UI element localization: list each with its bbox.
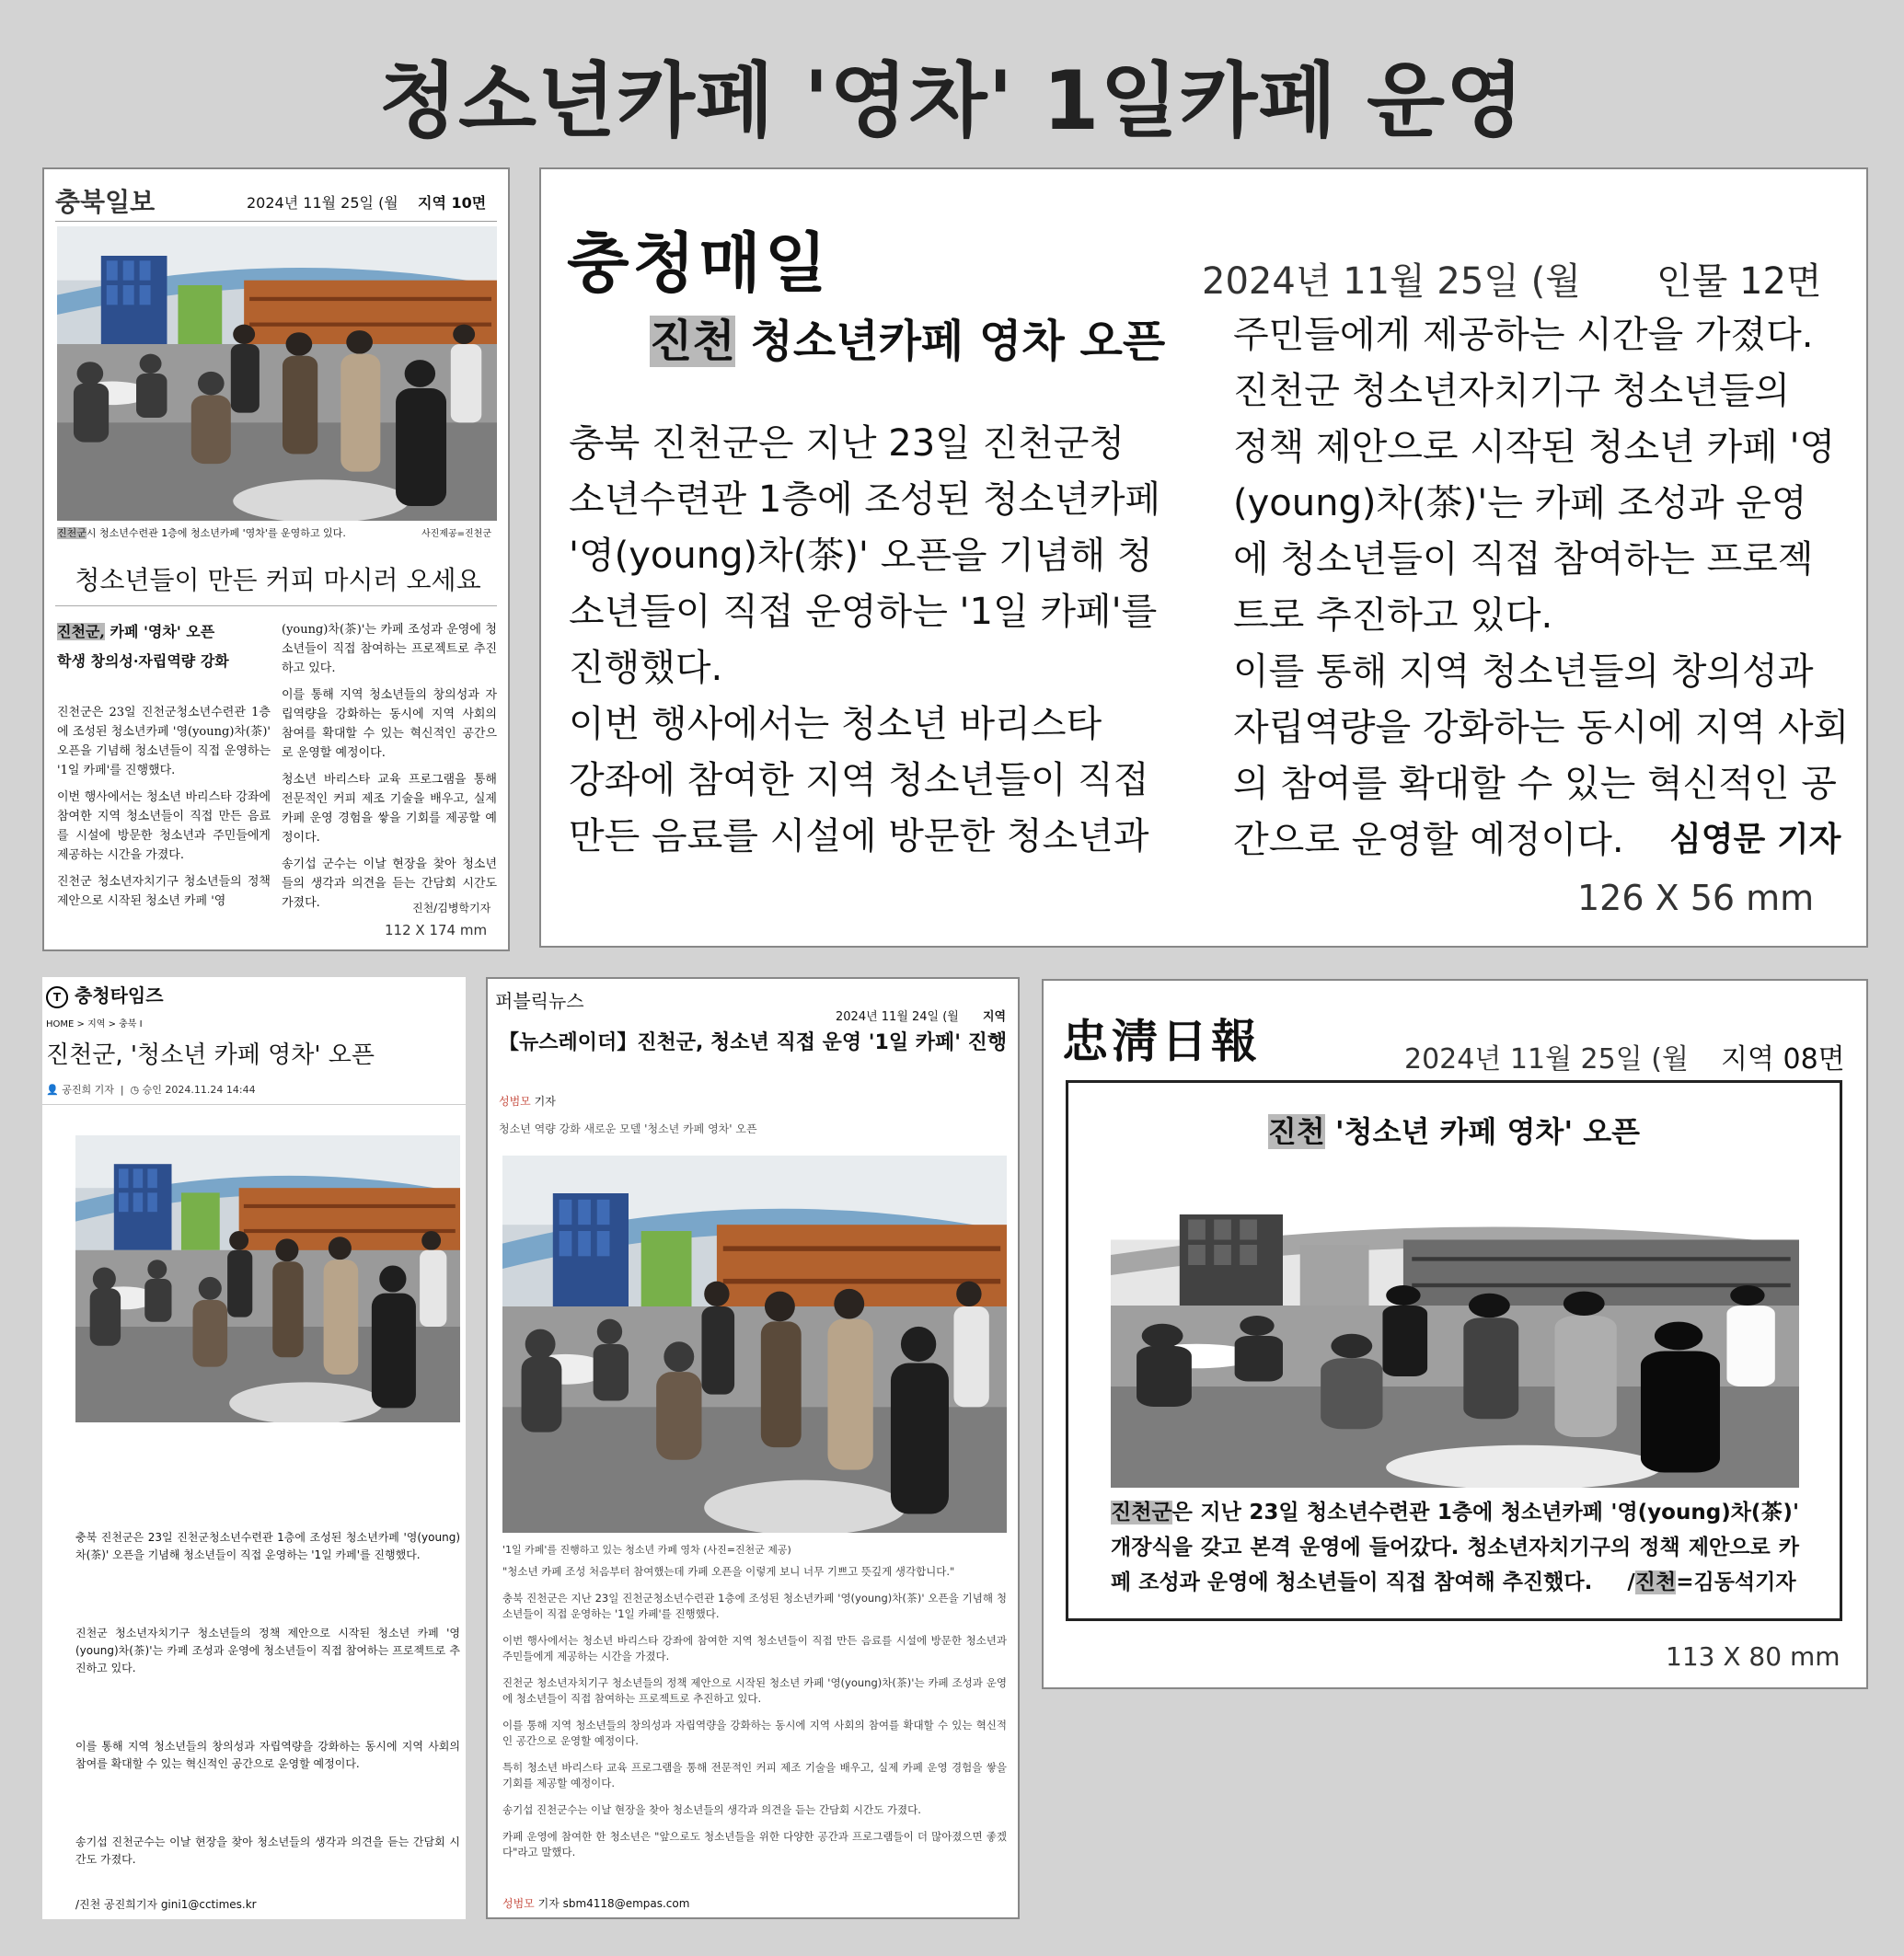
paragraph: 진천군 청소년자치기구 청소년들의 정책 제안으로 시작된 청소년 카페 '영(young)차(茶)'는 카페 조성과 운영에 청소년들이 직접 참여하는 프로젝트로 추진하고 있다. bbox=[502, 1676, 1007, 1705]
paper-name: 퍼블릭뉴스 bbox=[495, 990, 584, 1012]
left-column bbox=[57, 703, 271, 918]
byline: /진천 공진희기자 gini1@cctimes.kr bbox=[75, 1898, 257, 1911]
subhead-highlight: 진천군, bbox=[57, 623, 105, 640]
headline-highlight: 진천 bbox=[650, 316, 735, 367]
text-line: 이를 통해 지역 청소년들의 창의성과 bbox=[1233, 650, 1814, 693]
paragraph: 진천군은 23일 진천군청소년수련관 1층에 조성된 청소년카페 '영(young)차(茶)' 오픈을 기념해 청소년들이 직접 운영하는 '1일 카페'를 진행했다. bbox=[57, 706, 271, 777]
text-line: (young)차(茶)'는 카페 조성과 운영 bbox=[1233, 482, 1807, 524]
photo-credit: 사진제공=진천군 bbox=[421, 529, 491, 539]
paper-name: 충청매일 bbox=[567, 224, 831, 301]
divider bbox=[42, 1104, 466, 1105]
byline bbox=[1627, 1571, 1795, 1594]
paper-name: 충북일보 bbox=[55, 187, 156, 217]
paragraph: 이를 통해 지역 청소년들의 창의성과 자립역량을 강화하는 동시에 지역 사회의 참여를 확대할 수 있는 혁신적인 공간으로 운영할 예정이다. bbox=[282, 688, 497, 760]
paragraph: 청소년 바리스타 교육 프로그램을 통해 전문적인 커피 제조 기술을 배우고, 실제 카페 운영 경험을 쌓을 기회를 제공할 예정이다. bbox=[282, 773, 497, 845]
paragraph: 이를 통해 지역 청소년들의 창의성과 자립역량을 강화하는 동시에 지역 사회의 참여를 확대할 수 있는 혁신적인 공간으로 운영할 예정이다. bbox=[75, 1740, 460, 1770]
headline: 진천군, '청소년 카페 영차' 오픈 bbox=[46, 1041, 375, 1069]
caption-highlight: 진천군 bbox=[57, 527, 87, 539]
section-page: 지역 bbox=[983, 1010, 1007, 1024]
cafe-photo-svg bbox=[502, 1156, 1007, 1533]
article-photo bbox=[502, 1156, 1007, 1533]
text-line: 에 청소년들이 직접 참여하는 프로젝 bbox=[1233, 538, 1814, 581]
cafe-photo-svg bbox=[1111, 1184, 1799, 1488]
headline-text: 청소년카페 영차 오픈 bbox=[734, 316, 1166, 367]
paragraph: 송기섭 진천군수는 이날 현장을 찾아 청소년들의 생각과 의견을 듣는 간담회 시간도 가졌다. bbox=[502, 1803, 921, 1816]
photo-caption: '1일 카페'를 진행하고 있는 청소년 카페 영차 (사진=진천군 제공) bbox=[502, 1544, 791, 1556]
paragraph: 이번 행사에서는 청소년 바리스타 강좌에 참여한 지역 청소년들이 직접 만든 음료를 시설에 방문한 청소년과 주민들에게 제공하는 시간을 가졌다. bbox=[502, 1634, 1007, 1663]
reporter-name[interactable]: 공진희 기자 bbox=[62, 1084, 114, 1096]
paper-name: 충청타임즈 bbox=[74, 984, 164, 1007]
paragraph: 충북 진천군은 23일 진천군청소년수련관 1층에 조성된 청소년카페 '영(young)차(茶)' 오픈을 기념해 청소년들이 직접 운영하는 '1일 카페'를 진행했다. bbox=[75, 1531, 460, 1561]
text-line: 만든 음료를 시설에 방문한 청소년과 bbox=[569, 815, 1149, 857]
paper-name: 忠淸日報 bbox=[1062, 1014, 1261, 1068]
reporter-suffix: 기자 bbox=[530, 1095, 556, 1108]
breadcrumb[interactable]: HOME > 지역 > 충북 I bbox=[46, 1019, 143, 1030]
text-line: 충북 진천군은 지난 23일 진천군청 bbox=[569, 422, 1125, 465]
subhead-text: 카페 '영차' 오픈 bbox=[104, 623, 215, 640]
byline-email: 기자 sbm4118@empas.com bbox=[534, 1897, 690, 1910]
text-line: 진행했다. bbox=[569, 647, 723, 689]
headline: 【뉴스레이더】진천군, 청소년 직접 운영 '1일 카페' 진행 bbox=[499, 1031, 1008, 1054]
issue-date: 2024년 11월 25일 (월 bbox=[247, 194, 398, 212]
clip-public-news bbox=[486, 977, 1020, 1919]
byline bbox=[502, 1895, 689, 1911]
article-body bbox=[75, 1529, 460, 1919]
issue-date: 2024년 11월 25일 (월 bbox=[1202, 260, 1581, 303]
article-body bbox=[502, 1564, 1007, 1871]
divider bbox=[55, 605, 497, 606]
clip-chungbuk-ilbo bbox=[42, 167, 510, 951]
subhead-1 bbox=[57, 620, 214, 641]
article-photo bbox=[75, 1135, 460, 1422]
article-box bbox=[1066, 1080, 1842, 1621]
left-column bbox=[569, 416, 1167, 865]
cafe-photo-svg bbox=[75, 1135, 460, 1422]
paragraph: 이를 통해 지역 청소년들의 창의성과 자립역량을 강화하는 동시에 지역 사회의 참여를 확대할 수 있는 혁신적인 공간으로 운영할 예정이다. bbox=[502, 1719, 1007, 1747]
body-text: 은 지난 23일 청소년수련관 1층에 청소년카페 '영(young)차(茶)' 개장식을 갖고 본격 운영에 들어갔다. 청소년자치기구의 정책 제안으로 카페 조성과 운영에 청소년들이 직접 참여해 추진했다. bbox=[1111, 1501, 1799, 1594]
paragraph: 진천군 청소년자치기구 청소년들의 정책 제안으로 시작된 청소년 카페 '영(young)차(茶)'는 카페 조성과 운영에 청소년들이 직접 참여하는 프로젝트로 추진하고 있다. bbox=[75, 1627, 460, 1674]
paragraph: "청소년 카페 조성 처음부터 참여했는데 카페 오픈을 이렇게 보니 너무 기쁘고 뜻깊게 생각합니다." bbox=[502, 1565, 955, 1578]
clip-size: 112 X 174 mm bbox=[385, 922, 488, 938]
text-line: 주민들에게 제공하는 시간을 가졌다. bbox=[1233, 314, 1814, 356]
text-line: 진천군 청소년자치기구 청소년들의 bbox=[1233, 370, 1791, 412]
headline-text: '청소년 카페 영차' 오픈 bbox=[1324, 1114, 1641, 1149]
clip-size: 113 X 80 mm bbox=[1666, 1641, 1841, 1672]
article-photo bbox=[57, 226, 497, 521]
paragraph: 특히 청소년 바리스타 교육 프로그램을 통해 전문적인 커피 제조 기술을 배우고, 실제 카페 운영 경험을 쌓을 기회를 제공할 예정이다. bbox=[502, 1761, 1007, 1789]
paragraph: 송기섭 진천군수는 이날 현장을 찾아 청소년들의 생각과 의견을 듣는 간담회 시간도 가졌다. bbox=[75, 1835, 460, 1866]
text-line: 정책 제안으로 시작된 청소년 카페 '영 bbox=[1233, 426, 1836, 468]
right-column bbox=[1233, 307, 1850, 869]
byline-name[interactable]: 성범모 bbox=[502, 1897, 535, 1910]
meta-row: 👤 공진희 기자 | ◷ 승인 2024.11.24 14:44 bbox=[46, 1084, 256, 1096]
clip-chungcheong-ilbo bbox=[1042, 979, 1868, 1689]
cafe-photo-svg bbox=[57, 226, 497, 521]
paragraph: 이번 행사에서는 청소년 바리스타 강좌에 참여한 지역 청소년들이 직접 만든 음료를 시설에 방문한 청소년과 주민들에게 제공하는 시간을 가졌다. bbox=[57, 790, 271, 862]
byline: 심영문 기자 bbox=[1669, 821, 1841, 858]
user-icon: 👤 bbox=[46, 1084, 59, 1096]
subhead-2: 학생 창의성·자립역량 강화 bbox=[57, 652, 229, 670]
section-page: 지역 08면 bbox=[1721, 1043, 1845, 1076]
text-line: 소년들이 직접 운영하는 '1일 카페'를 bbox=[569, 591, 1158, 633]
clip-size: 126 X 56 mm bbox=[1577, 878, 1815, 918]
issue-date: 2024년 11월 24일 (월 bbox=[836, 1010, 959, 1024]
headline: 청소년들이 만든 커피 마시러 오세요 bbox=[75, 565, 481, 595]
headline bbox=[1068, 1109, 1840, 1151]
body-highlight: 진천군 bbox=[1111, 1501, 1172, 1525]
headline-highlight: 진천 bbox=[1267, 1114, 1325, 1149]
approved-time: 승인 2024.11.24 14:44 bbox=[142, 1084, 256, 1096]
text-line: 간으로 운영할 예정이다. bbox=[1233, 819, 1624, 861]
byline-pre: / bbox=[1627, 1571, 1635, 1594]
article-body bbox=[1111, 1495, 1799, 1600]
reporter-name[interactable]: 성범모 bbox=[499, 1095, 531, 1108]
byline-post: =김동석기자 bbox=[1676, 1571, 1796, 1594]
text-line: 자립역량을 강화하는 동시에 지역 사회 bbox=[1233, 707, 1850, 749]
right-column bbox=[282, 620, 497, 920]
text-line: 소년수련관 1층에 조성된 청소년카페 bbox=[569, 478, 1161, 521]
text-line: 강좌에 참여한 지역 청소년들이 직접 bbox=[569, 759, 1149, 801]
logo-icon: T bbox=[46, 986, 68, 1008]
text-line: 의 참여를 확대할 수 있는 혁신적인 공 bbox=[1233, 763, 1837, 805]
issue-date: 2024년 11월 25일 (월 bbox=[1404, 1043, 1689, 1076]
text-line: 이번 행사에서는 청소년 바리스타 bbox=[569, 703, 1102, 745]
page-title: 청소년카페 '영차' 1일카페 운영 bbox=[378, 53, 1526, 148]
text-line: '영(young)차(茶)' 오픈을 기념해 청 bbox=[569, 535, 1153, 577]
clip-chungcheong-maeil bbox=[539, 167, 1868, 948]
reporter-line bbox=[499, 1093, 556, 1109]
paragraph: 송기섭 군수는 이날 현장을 찾아 청소년들의 생각과 의견을 듣는 간담회 시간도 가졌다. bbox=[282, 857, 497, 910]
caption-text: 시 청소년수련관 1층에 청소년카페 '영차'를 운영하고 있다. bbox=[86, 527, 346, 539]
section-page: 지역 10면 bbox=[418, 194, 487, 212]
paragraph: 진천군 청소년자치기구 청소년들의 정책 제안으로 시작된 청소년 카페 '영 bbox=[57, 875, 271, 908]
byline: 진천/김병학기자 bbox=[412, 902, 491, 915]
photo-caption bbox=[57, 525, 346, 540]
clock-icon: ◷ bbox=[130, 1084, 140, 1096]
article-photo bbox=[1111, 1184, 1799, 1488]
byline-highlight: 진천 bbox=[1634, 1571, 1677, 1594]
clip-cctimes bbox=[42, 977, 466, 1919]
text-line: 트로 추진하고 있다. bbox=[1233, 594, 1553, 637]
divider bbox=[55, 221, 497, 222]
headline bbox=[650, 305, 1165, 369]
subhead: 청소년 역량 강화 새로운 모델 '청소년 카페 영차' 오픈 bbox=[499, 1122, 757, 1135]
paragraph: 카페 운영에 참여한 한 청소년은 "앞으로도 청소년들을 위한 다양한 공간과 프로그램들이 더 많아졌으면 좋겠다"라고 말했다. bbox=[502, 1830, 1007, 1858]
paragraph: (young)차(茶)'는 카페 조성과 운영에 청소년들이 직접 참여하는 프로젝트로 추진하고 있다. bbox=[282, 623, 497, 675]
paragraph: 충북 진천군은 지난 23일 진천군청소년수련관 1층에 조성된 청소년카페 '영(young)차(茶)' 오픈을 기념해 청소년들이 직접 운영하는 '1일 카페'를 진행했다. bbox=[502, 1592, 1007, 1620]
paper-logo bbox=[46, 981, 164, 1008]
section-page: 인물 12면 bbox=[1656, 260, 1822, 303]
